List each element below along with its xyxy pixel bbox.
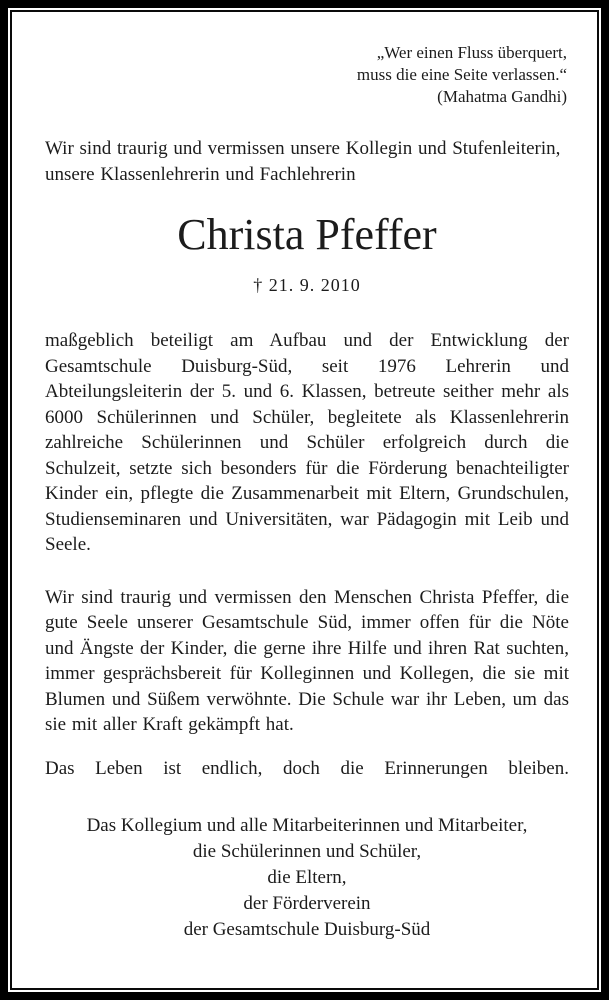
quote-block (45, 42, 567, 108)
signatory-line: die Eltern, (267, 866, 347, 888)
quote-line-2: muss die eine Seite verlassen.“ (356, 65, 567, 84)
signatory-line: Das Kollegium und alle Mitarbeiterinnen und Mitarbeiter, (86, 814, 528, 836)
signatory-line: die Schülerinnen und Schüler, (192, 840, 422, 862)
closing-line: Das Leben ist endlich, doch die Erinnerungen bleiben. (45, 757, 569, 779)
death-date: † 21. 9. 2010 (253, 275, 361, 295)
obituary-paragraph-1: maßgeblich beteiligt am Aufbau und der Entwicklung der Gesamtschule Duisburg-Süd, seit 1976 Lehrerin und Abteilungsleiterin der 5. und 6. Klassen, betreute seither mehr als 6000 Schülerinnen und Schüler, begleitete als Klassenlehrerin zahlreiche Schülerinnen und Schüler erfolgreich durch die Schulzeit, setzte sich besonders für die Förderung benachteiligter Kinder ein, pflegte die Zusammenarbeit mit Eltern, Grundschulen, Studienseminaren und Universitäten, war Pädagogin mit Leib und Seele. (45, 330, 569, 555)
quote-line-1: „Wer einen Fluss überquert, (376, 43, 567, 62)
intro-text: Wir sind traurig und vermissen unsere Kollegin und Stufenleiterin, unsere Klassenlehrerin und Fachlehrerin (45, 138, 561, 185)
signatory-line: der Gesamtschule Duisburg-Süd (183, 918, 431, 940)
deceased-name: Christa Pfeffer (177, 210, 437, 259)
quote-attribution: (Mahatma Gandhi) (437, 87, 567, 106)
signatories-block (45, 813, 569, 943)
inner-frame (10, 10, 599, 990)
signatory-line: der Förderverein (243, 892, 371, 914)
obituary-paragraph-2: Wir sind traurig und vermissen den Menschen Christa Pfeffer, die gute Seele unserer Gesamtschule Süd, immer offen für die Nöte und Ängste der Kinder, die gerne ihre Hilfe und ihren Rat suchten, immer gesprächsbereit für Kolleginnen und Kollegen, die sie mit Blumen und Süßem verwöhnte. Die Schule war ihr Leben, um das sie mit aller Kraft gekämpft hat. (45, 586, 569, 735)
